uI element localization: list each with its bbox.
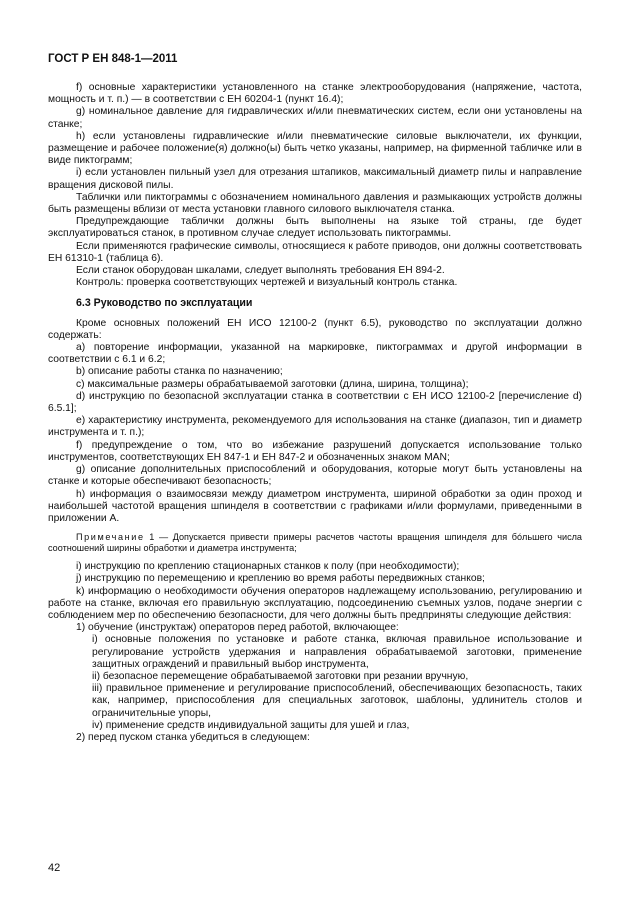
section-heading: 6.3 Руководство по эксплуатации [76, 297, 253, 310]
paragraph: Таблички или пиктограммы с обозначением номинального давления и размыкающих устройств должны быть размещены вблизи от места установки главного силового выключателя станка. [48, 191, 582, 216]
sub-sub-list-item: iii) правильное применение и регулирование приспособлений, обеспечивающих безопасность, таких как, например, приспособления для специальных заготовок, шаблоны, удлинитель столов и ограничительные упоры, [92, 683, 582, 719]
sub-sub-list-item: i) основные положения по установке и работе станка, включая правильное использование и регулирование устройств удержания и направления обрабатываемой заготовки, применение защитных ограждений и правильный выбор инструмента, [92, 634, 582, 670]
list-item: b) описание работы станка по назначению; [76, 366, 283, 378]
paragraph: Контроль: проверка соответствующих чертежей и визуальный контроль станка. [76, 277, 458, 289]
list-item: c) максимальные размеры обрабатываемой заготовки (длина, ширина, толщина); [76, 378, 469, 390]
list-item: f) основные характеристики установленного на станке электрооборудования (напряжение, частота, мощность и т. п.) — в соответствии с ЕН 60204-1 (пункт 16.4); [48, 82, 582, 106]
list-item: e) характеристику инструмента, рекомендуемого для использования на станке (диапазон, тип и диаметр инструмента и т. п.); [48, 415, 582, 439]
note-text: 1 — Допускается привести примеры расчетов частоты вращения шпинделя для бóльшего числа соотношений ширины обработки и диаметра инструмента; [48, 532, 582, 554]
note [48, 532, 582, 554]
list-item: h) информация о взаимосвязи между диаметром инструмента, шириной обработки за один проход и наибольшей частотой вращения шпинделя в соответствии с графиками и/или формулами, приведенными в приложении А. [48, 488, 582, 524]
list-item: k) информацию о необходимости обучения операторов надлежащему использованию, регулированию и работе на станке, включая его правильную эксплуатацию, подсоединению съемных узлов, подаче энергии с соблюдением мер по обеспечению безопасности, для чего должны быть предприняты следующие действия: [48, 585, 582, 621]
sub-list-item: 2) перед пуском станка убедиться в следующем: [76, 731, 310, 743]
document-body [48, 82, 582, 744]
document-header: ГОСТ Р ЕН 848-1—2011 [48, 53, 178, 65]
paragraph: Предупреждающие таблички должны быть выполнены на языке той страны, где будет эксплуатироваться станок, в противном случае следует использовать пиктограммы. [48, 216, 582, 240]
paragraph: Если станок оборудован шкалами, следует выполнять требования ЕН 894-2. [76, 265, 445, 277]
list-item: а) повторение информации, указанной на маркировке, пиктограммах и другой информации в соответствии с 6.1 и 6.2; [48, 342, 582, 366]
paragraph: Если применяются графические символы, относящиеся к работе приводов, они должны соответствовать ЕН 61310-1 (таблица 6). [48, 240, 582, 264]
list-item: g) описание дополнительных приспособлений и оборудования, которые могут быть установлены на станке и которые обеспечивают безопасность; [48, 464, 582, 488]
list-item: d) инструкцию по безопасной эксплуатации станка в соответствии с ЕН ИСО 12100-2 [перечисление d) 6.5.1]; [48, 390, 582, 415]
section-intro: Кроме основных положений ЕН ИСО 12100-2 (пункт 6.5), руководство по эксплуатации должно содержать: [48, 317, 582, 341]
note-label: Примечание [76, 532, 145, 543]
list-item: f) предупреждение о том, что во избежание разрушений допускается использование только инструментов, соответствующих ЕН 847-1 и ЕН 847-2 и обозначенных знаком MAN; [48, 439, 582, 463]
list-item: i) если установлен пильный узел для отрезания штапиков, максимальный диаметр пилы и направление вращения дисковой пилы. [48, 167, 582, 191]
sub-sub-list-item: iv) применение средств индивидуальной защиты для ушей и глаз, [92, 719, 410, 731]
sub-list-item: 1) обучение (инструктаж) операторов перед работой, включающее: [76, 622, 399, 634]
list-item: g) номинальное давление для гидравлических и/или пневматических систем, если они установлены на станке; [48, 106, 582, 130]
page-number: 42 [48, 862, 61, 874]
list-item: h) если установлены гидравлические и/или пневматические силовые выключатели, их функции, размещение и рабочее положение(я) должно(ы) быть четко указаны, например, на фирменной табличке или в виде пиктограмм; [48, 130, 582, 167]
list-item: i) инструкцию по креплению стационарных станков к полу (при необходимости); [76, 561, 460, 573]
sub-sub-list-item: ii) безопасное перемещение обрабатываемой заготовки при резании вручную, [92, 670, 469, 682]
list-item: j) инструкцию по перемещению и креплению во время работы передвижных станков; [76, 573, 485, 585]
